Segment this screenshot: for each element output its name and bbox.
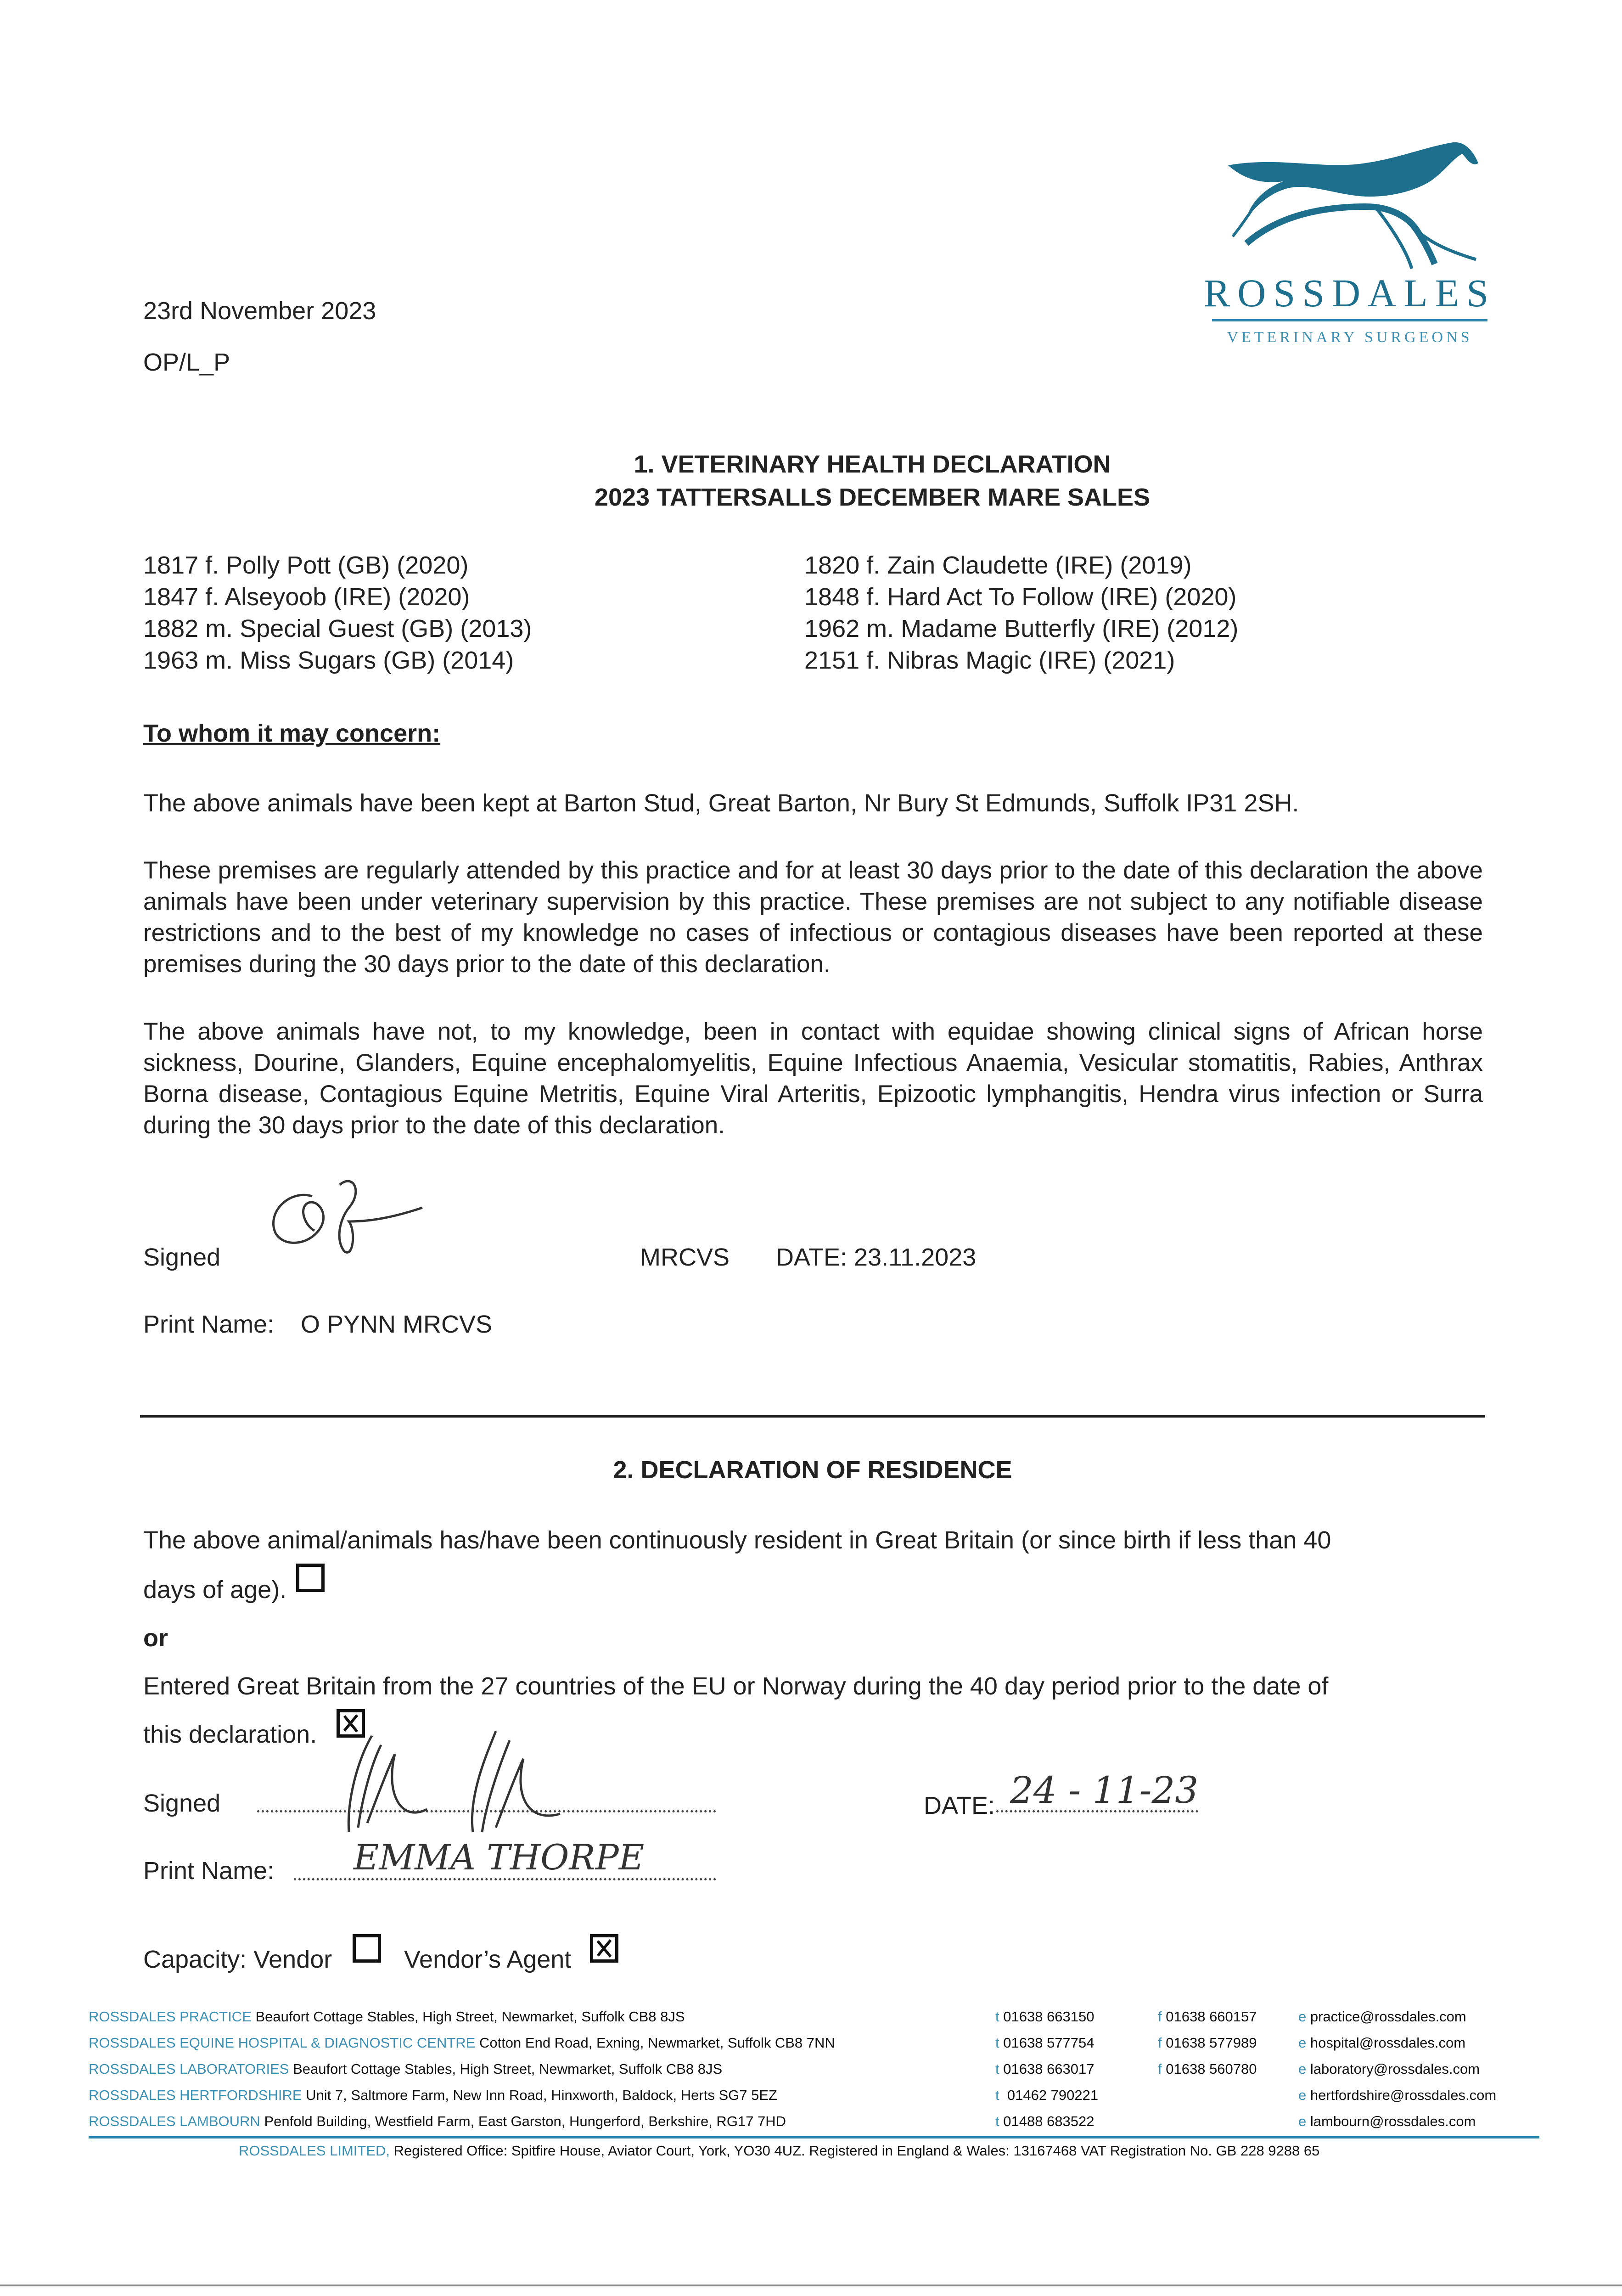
- residence-option2-line2: this declaration.: [143, 1721, 317, 1748]
- registered-office: ROSSDALES LIMITED, Registered Office: Spitfire House, Aviator Court, York, YO30 4UZ. Registered in England & Wales: 13167468 VAT Registration No. GB 228 9288 65: [239, 2143, 1320, 2159]
- mrcvs-label: MRCVS: [640, 1244, 730, 1271]
- animal-entry: 1847 f. Alseyoob (IRE) (2020): [143, 583, 470, 611]
- fax: 01638 577989: [1166, 2035, 1257, 2051]
- section-divider: [140, 1415, 1485, 1418]
- vendor-checkbox[interactable]: [353, 1934, 381, 1963]
- vendor-signature: [321, 1717, 578, 1846]
- vet-signature: [257, 1176, 441, 1263]
- letter-reference: OP/L_P: [143, 349, 230, 376]
- branch-row: ROSSDALES EQUINE HOSPITAL & DIAGNOSTIC CENTRE Cotton End Road, Exning, Newmarket, Suffolk CB8 7NN: [89, 2035, 835, 2051]
- animal-entry: 1962 m. Madame Butterfly (IRE) (2012): [804, 615, 1239, 642]
- or-label: or: [143, 1624, 168, 1652]
- horse-logo-icon: [1214, 138, 1485, 276]
- residence-option1-line1: The above animal/animals has/have been continuously resident in Great Britain (or since birth if less than 40: [143, 1526, 1331, 1554]
- residence-option2-line1: Entered Great Britain from the 27 countries of the EU or Norway during the 40 day period prior to the date of: [143, 1672, 1329, 1700]
- section1-title-line2: 2023 TATTERSALLS DECEMBER MARE SALES: [594, 484, 1151, 511]
- animal-entry: 1817 f. Polly Pott (GB) (2020): [143, 551, 469, 579]
- email-link[interactable]: laboratory@rossdales.com: [1310, 2061, 1480, 2077]
- logo-name: ROSSDALES: [1203, 271, 1496, 315]
- email-link[interactable]: practice@rossdales.com: [1310, 2009, 1466, 2025]
- footer-branches: [89, 2003, 835, 2134]
- fax: 01638 660157: [1166, 2009, 1257, 2025]
- vendor-date-value: 24 - 11-23: [1010, 1769, 1199, 1812]
- vendor-print-name: EMMA THORPE: [354, 1837, 645, 1878]
- branch-row: ROSSDALES PRACTICE Beaufort Cottage Stables, High Street, Newmarket, Suffolk CB8 8JS: [89, 2009, 685, 2025]
- fax: 01638 560780: [1166, 2061, 1257, 2077]
- telephone: 01638 663017: [1003, 2061, 1094, 2077]
- telephone: 01488 683522: [1003, 2113, 1094, 2129]
- animal-entry: 2151 f. Nibras Magic (IRE) (2021): [804, 647, 1175, 674]
- vendor-date-label: DATE:: [924, 1792, 995, 1819]
- residence-option1-line2: days of age).: [143, 1576, 287, 1604]
- section2-title: 2. DECLARATION OF RESIDENCE: [613, 1456, 1012, 1484]
- footer-telephones: t 01638 663150 t 01638 577754 t 01638 663017 t 01462 790221 t 01488 683522: [995, 2009, 1099, 2129]
- vendor-print-name-label: Print Name:: [143, 1857, 275, 1885]
- email-link[interactable]: hertfordshire@rossdales.com: [1310, 2087, 1497, 2103]
- vet-print-name: O PYNN MRCVS: [301, 1311, 493, 1338]
- email-link[interactable]: hospital@rossdales.com: [1310, 2035, 1466, 2051]
- animals-left-list: [143, 550, 532, 676]
- vendor-agent-checkbox[interactable]: [590, 1934, 618, 1963]
- check-x-icon: [593, 1937, 615, 1959]
- telephone: 01638 577754: [1003, 2035, 1094, 2051]
- telephone: 01462 790221: [1003, 2087, 1099, 2103]
- print-name-label: Print Name:: [143, 1311, 275, 1338]
- page-edge: [0, 2285, 1622, 2286]
- vendor-signed-label: Signed: [143, 1790, 221, 1817]
- branch-row: ROSSDALES LAMBOURN Penfold Building, Westfield Farm, East Garston, Hungerford, Berkshire, RG17 7HD: [89, 2113, 786, 2129]
- animal-entry: 1820 f. Zain Claudette (IRE) (2019): [804, 551, 1192, 579]
- footer-emails: e practice@rossdales.com e hospital@rossdales.com e laboratory@rossdales.com e hertfordshire@rossdales.com e lambourn@rossdales.com: [1298, 2009, 1497, 2129]
- animal-entry: 1848 f. Hard Act To Follow (IRE) (2020): [804, 583, 1237, 611]
- resident-checkbox[interactable]: [296, 1564, 325, 1592]
- branch-row: ROSSDALES LABORATORIES Beaufort Cottage Stables, High Street, Newmarket, Suffolk CB8 8JS: [89, 2061, 723, 2077]
- salutation: To whom it may concern:: [143, 720, 441, 747]
- animal-entry: 1963 m. Miss Sugars (GB) (2014): [143, 647, 514, 674]
- animal-entry: 1882 m. Special Guest (GB) (2013): [143, 615, 532, 642]
- section1-title-line1: 1. VETERINARY HEALTH DECLARATION: [634, 450, 1111, 478]
- disease-contact-paragraph: The above animals have not, to my knowledge, been in contact with equidae showing clinical signs of African horse sickness, Dourine, Glanders, Equine encephalomyelitis, Equine Infectious Anaemia, Vesicular stomatitis, Rabies, Anthrax Borna disease, Contagious Equine Metritis, Equine Viral Arteritis, Epizootic lymphangitis, Hendra virus infection or Surra during the 30 days prior to the date of this declaration.: [143, 1018, 1483, 1139]
- letter-date: 23rd November 2023: [143, 297, 376, 325]
- vet-declaration-date: DATE: 23.11.2023: [776, 1244, 977, 1271]
- animals-right-list: [804, 550, 1238, 676]
- logo-tagline: VETERINARY SURGEONS: [1227, 329, 1473, 346]
- telephone: 01638 663150: [1003, 2009, 1094, 2025]
- capacity-vendor-label: Capacity: Vendor: [143, 1946, 332, 1973]
- supervision-paragraph: These premises are regularly attended by this practice and for at least 30 days prior to the date of this declaration the above animals have been under veterinary supervision by this practice. These premises are not subject to any notifiable disease restrictions and to the best of my knowledge no cases of infectious or contagious diseases have been reported at these premises during the 30 days prior to the date of this declaration.: [143, 857, 1483, 978]
- signed-label: Signed: [143, 1244, 221, 1271]
- email-link[interactable]: lambourn@rossdales.com: [1310, 2113, 1476, 2129]
- branch-row: ROSSDALES HERTFORDSHIRE Unit 7, Saltmore Farm, New Inn Road, Hinxworth, Baldock, Herts SG7 5EZ: [89, 2087, 777, 2103]
- rossdales-logo: [1203, 138, 1497, 346]
- premises-paragraph: The above animals have been kept at Barton Stud, Great Barton, Nr Bury St Edmunds, Suffolk IP31 2SH.: [143, 789, 1299, 817]
- vendor-agent-label: Vendor’s Agent: [404, 1946, 572, 1973]
- footer-faxes: f 01638 660157 f 01638 577989 f 01638 560780: [1158, 2009, 1257, 2077]
